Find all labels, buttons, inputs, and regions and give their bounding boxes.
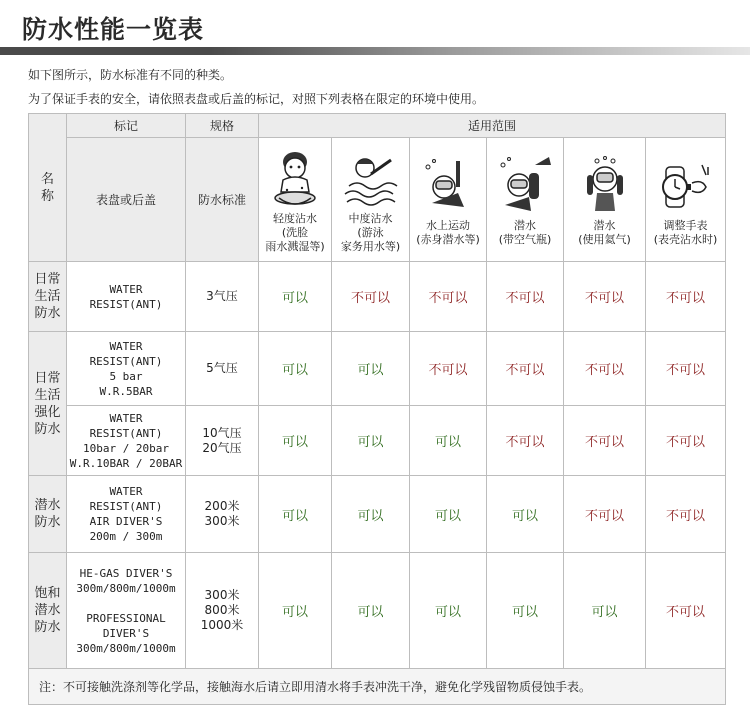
group-diving: 潜水 防水 xyxy=(29,476,67,553)
value-cell: 可以 xyxy=(259,476,332,553)
watch-crown-icon xyxy=(656,153,716,217)
group-saturation-diving: 饱和 潜水 防水 xyxy=(29,553,67,669)
scenario-moderate-splash xyxy=(332,138,410,262)
helium-diving-icon xyxy=(575,153,635,217)
value-cell: 可以 xyxy=(259,406,332,476)
table-row xyxy=(29,332,726,406)
value-cell: 不可以 xyxy=(487,262,564,332)
scope-header: 适用范围 xyxy=(259,114,726,138)
water-resistance-table xyxy=(28,113,726,705)
table-row xyxy=(29,406,726,476)
value-cell: 不可以 xyxy=(332,262,410,332)
value-cell: 不可以 xyxy=(410,332,487,406)
value-cell: 可以 xyxy=(487,553,564,669)
value-cell: 不可以 xyxy=(487,332,564,406)
scenario-adjust-watch xyxy=(646,138,726,262)
table-row xyxy=(29,262,726,332)
value-cell: 不可以 xyxy=(564,476,646,553)
standard-cell: 300米 800米 1000米 xyxy=(186,553,259,669)
standard-cell: 5气压 xyxy=(186,332,259,406)
scenario-scuba xyxy=(487,138,564,262)
spec-header: 规格 xyxy=(186,114,259,138)
scenario-label: 潜水 (带空气瓶) xyxy=(498,218,552,246)
table-row xyxy=(29,553,726,669)
standard-cell: 10气压 20气压 xyxy=(186,406,259,476)
value-cell: 可以 xyxy=(259,553,332,669)
standard-cell: 3气压 xyxy=(186,262,259,332)
value-cell: 不可以 xyxy=(646,262,726,332)
value-cell: 可以 xyxy=(410,553,487,669)
value-cell: 不可以 xyxy=(646,476,726,553)
footnote: 注：不可接触洗涤剂等化学品，接触海水后请立即用清水将手表冲洗干净，避免化学残留物质侵蚀手表。 xyxy=(29,669,726,705)
value-cell: 不可以 xyxy=(646,553,726,669)
snorkeling-icon xyxy=(418,153,478,217)
mark-cell: WATER RESIST(ANT) 10bar / 20bar W.R.10BAR / 20BAR xyxy=(67,406,186,476)
scenario-label: 中度沾水 (游泳 家务用水等) xyxy=(340,211,401,253)
value-cell: 可以 xyxy=(332,332,410,406)
value-cell: 可以 xyxy=(410,476,487,553)
intro-line-1: 如下图所示，防水标准有不同的种类。 xyxy=(28,68,233,82)
name-header: 名 称 xyxy=(29,114,67,262)
dial-header: 表盘或后盖 xyxy=(67,138,186,262)
value-cell: 可以 xyxy=(332,476,410,553)
value-cell: 可以 xyxy=(259,332,332,406)
value-cell: 不可以 xyxy=(646,332,726,406)
group-daily: 日常 生活 防水 xyxy=(29,262,67,332)
group-daily-enhanced: 日常 生活 强化 防水 xyxy=(29,332,67,476)
scenario-helium xyxy=(564,138,646,262)
mark-cell: WATER RESIST(ANT) AIR DIVER'S 200m / 300m xyxy=(67,476,186,553)
value-cell: 可以 xyxy=(259,262,332,332)
value-cell: 不可以 xyxy=(646,406,726,476)
page-title: 防水性能一览表 xyxy=(22,15,205,44)
mark-header: 标记 xyxy=(67,114,186,138)
standard-header: 防水标准 xyxy=(186,138,259,262)
value-cell: 不可以 xyxy=(487,406,564,476)
mark-cell: WATER RESIST(ANT) xyxy=(67,262,186,332)
value-cell: 可以 xyxy=(410,406,487,476)
mark-cell: WATER RESIST(ANT) 5 bar W.R.5BAR xyxy=(67,332,186,406)
value-cell: 可以 xyxy=(564,553,646,669)
scenario-label: 水上运动 (赤身潜水等) xyxy=(416,218,480,246)
title-underline xyxy=(0,47,750,55)
value-cell: 不可以 xyxy=(564,406,646,476)
swimming-icon xyxy=(341,146,401,210)
value-cell: 不可以 xyxy=(564,262,646,332)
washing-face-icon xyxy=(265,146,325,210)
value-cell: 不可以 xyxy=(564,332,646,406)
scuba-diving-icon xyxy=(495,153,555,217)
table-row xyxy=(29,476,726,553)
standard-cell: 200米 300米 xyxy=(186,476,259,553)
mark-cell: HE-GAS DIVER'S 300m/800m/1000m PROFESSIONAL DIVER'S 300m/800m/1000m xyxy=(67,553,186,669)
scenario-water-sports xyxy=(410,138,487,262)
value-cell: 可以 xyxy=(332,406,410,476)
scenario-label: 轻度沾水 (洗脸 雨水溅湿等) xyxy=(265,211,325,253)
scenario-label: 调整手表 (表壳沾水时) xyxy=(653,218,718,246)
intro-line-2: 为了保证手表的安全，请依照表盘或后盖的标记，对照下列表格在限定的环境中使用。 xyxy=(28,92,485,106)
value-cell: 可以 xyxy=(487,476,564,553)
value-cell: 不可以 xyxy=(410,262,487,332)
scenario-label: 潜水 (使用氦气) xyxy=(578,218,631,246)
value-cell: 可以 xyxy=(332,553,410,669)
scenario-light-splash xyxy=(259,138,332,262)
